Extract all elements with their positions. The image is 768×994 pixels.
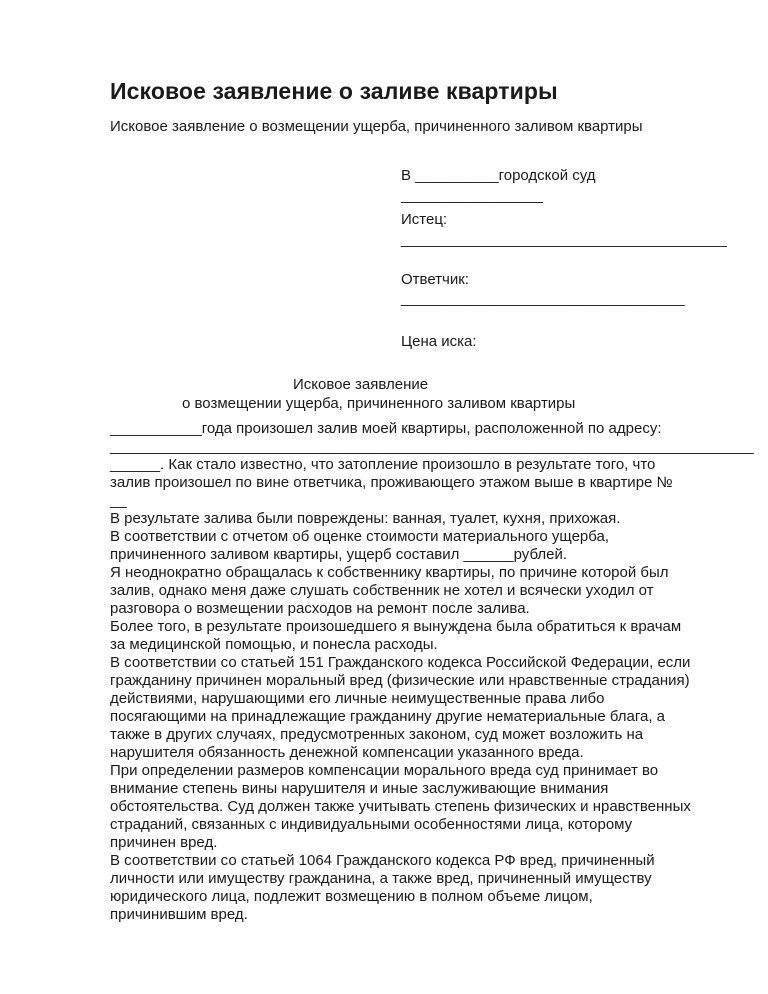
body-line: При определении размеров компенсации морального вреда суд принимает во: [110, 762, 659, 779]
body-line: В соответствии с отчетом об оценке стоимости материального ущерба,: [110, 528, 610, 545]
body-line: ______. Как стало известно, что затопление произошло в результате того, что: [110, 456, 656, 473]
body-line: личности или имуществу гражданина, а также вред, причиненный имуществу: [110, 870, 652, 887]
defendant-label: Ответчик:: [401, 271, 469, 288]
body-line: причинившим вред.: [110, 906, 248, 923]
body-line: В соответствии со статьей 1064 Гражданского кодекса РФ вред, причиненный: [110, 852, 655, 869]
body-line: причиненного заливом квартиры, ущерб составил ______рублей.: [110, 546, 568, 563]
body-line: за медицинской помощью, и понесла расходы.: [110, 636, 438, 653]
court-line: В __________городской суд: [401, 167, 596, 184]
body-line: гражданину причинен моральный вред (физические или нравственные страдания): [110, 672, 690, 689]
statement-heading: Исковое заявление: [293, 376, 429, 393]
court-blank: _________________: [401, 187, 543, 204]
claim-price-label: Цена иска:: [401, 333, 477, 350]
statement-subheading: о возмещении ущерба, причиненного заливом квартиры: [182, 395, 576, 412]
defendant-blank: __________________________________: [401, 290, 685, 307]
plaintiff-blank: ________________________________________: [401, 231, 727, 248]
body-line: В соответствии со статьей 151 Гражданского кодекса Российской Федерации, если: [110, 654, 691, 671]
body-line: причинен вред.: [110, 834, 218, 851]
body-line: __: [110, 492, 127, 509]
body-line: действиями, нарушающими его личные неимущественные права либо: [110, 690, 605, 707]
body-line: В результате залива были повреждены: ванная, туалет, кухня, прихожая.: [110, 510, 621, 527]
body-line: залив, однако меня даже слушать собственник не хотел и всячески уходил от: [110, 582, 654, 599]
body-line: ___________года произошел залив моей квартиры, расположенной по адресу:: [110, 420, 662, 437]
body-line: залив произошел по вине ответчика, проживающего этажом выше в квартире №: [110, 474, 673, 491]
statement-body: [110, 420, 754, 924]
body-line: также в других случаях, предусмотренных законом, суд может возложить на: [110, 726, 644, 743]
document-title: Исковое заявление о заливе квартиры: [110, 78, 558, 104]
plaintiff-label: Истец:: [401, 211, 448, 228]
body-line: ________________________________________________________________________________: [110, 438, 754, 455]
body-line: Я неоднократно обращалась к собственнику квартиры, по причине которой был: [110, 564, 669, 581]
body-line: нарушителя обязанность денежной компенсации указанного вреда.: [110, 744, 584, 761]
body-line: Более того, в результате произошедшего я вынуждена была обратиться к врачам: [110, 618, 682, 635]
body-line: юридического лица, подлежит возмещению в полном объеме лицом,: [110, 888, 593, 905]
body-line: обстоятельства. Суд должен также учитывать степень физических и нравственных: [110, 798, 691, 815]
body-line: страданий, связанных с индивидуальными особенностями лица, которому: [110, 816, 633, 833]
body-line: посягающими на принадлежащие гражданину другие нематериальные блага, а: [110, 708, 666, 725]
document-subtitle: Исковое заявление о возмещении ущерба, причиненного заливом квартиры: [110, 118, 643, 135]
body-line: внимание степень вины нарушителя и иные заслуживающие внимания: [110, 780, 609, 797]
body-line: разговора о возмещении расходов на ремонт после залива.: [110, 600, 530, 617]
